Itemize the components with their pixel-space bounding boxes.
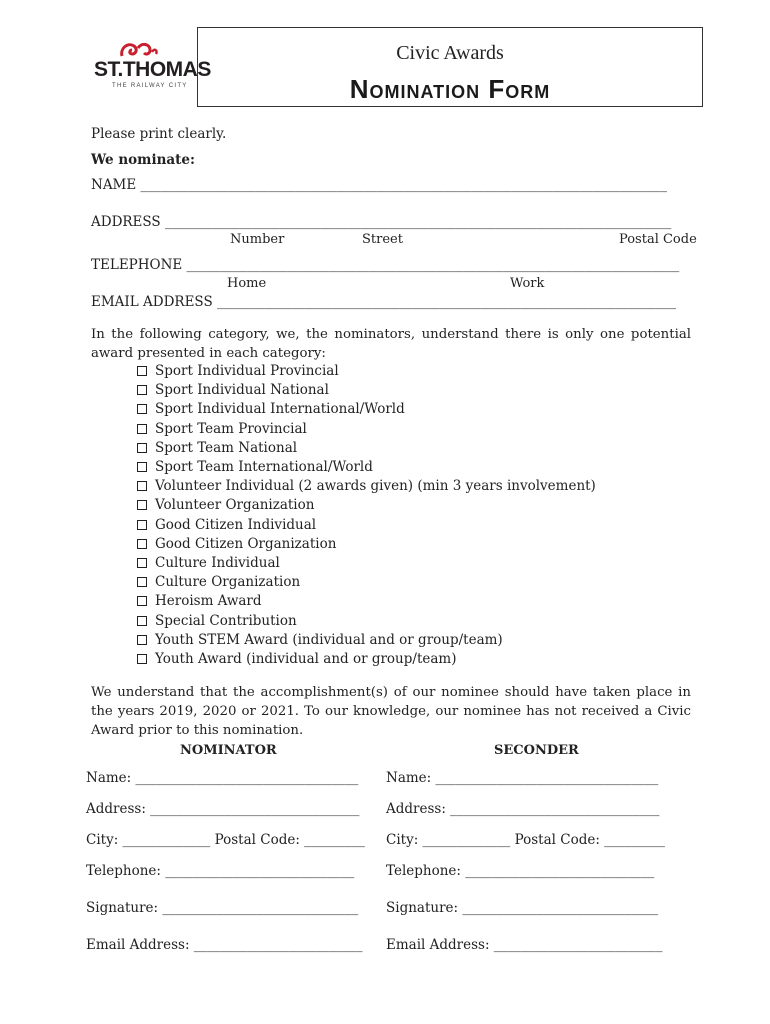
category-item[interactable] — [137, 382, 329, 398]
logo-mark-icon — [116, 40, 160, 60]
category-label: Sport Team International/World — [155, 459, 373, 475]
category-label: Sport Individual Provincial — [155, 363, 339, 379]
category-item[interactable] — [137, 497, 314, 513]
checkbox[interactable] — [137, 539, 147, 549]
category-label: Special Contribution — [155, 612, 297, 629]
category-item[interactable] — [137, 401, 405, 417]
seconder-address-field[interactable]: Address: _______________________________ — [386, 801, 660, 817]
category-item[interactable] — [137, 421, 307, 437]
category-label: Good Citizen Organization — [155, 535, 337, 552]
nominator-heading: NOMINATOR — [180, 743, 277, 758]
seconder-heading: SECONDER — [494, 743, 579, 758]
logo — [92, 36, 211, 96]
nominee-telephone-field[interactable]: TELEPHONE _________________________________________________________________________ — [91, 257, 680, 273]
checkbox[interactable] — [137, 481, 147, 491]
logo-tagline: THE RAILWAY CITY — [112, 83, 188, 89]
category-label: Youth Award (individual and or group/team) — [155, 651, 457, 667]
category-label: Sport Individual International/World — [155, 401, 405, 418]
nominator-name-field[interactable]: Name: _________________________________ — [86, 770, 359, 786]
checkbox[interactable] — [137, 616, 147, 626]
seconder-email-field[interactable]: Email Address: _________________________ — [386, 937, 663, 953]
category-item[interactable] — [137, 363, 339, 379]
category-label: Heroism Award — [155, 593, 262, 610]
form-title: Nomination Form — [349, 74, 551, 104]
category-item[interactable] — [137, 459, 373, 475]
category-item[interactable] — [137, 632, 503, 648]
checkbox[interactable] — [137, 654, 147, 664]
seconder-telephone-field[interactable]: Telephone: ____________________________ — [386, 863, 655, 879]
checkbox[interactable] — [137, 596, 147, 606]
print-instruction: Please print clearly. — [91, 126, 227, 142]
checkbox[interactable] — [137, 366, 147, 376]
checkbox[interactable] — [137, 404, 147, 414]
checkbox[interactable] — [137, 500, 147, 510]
checkbox[interactable] — [137, 424, 147, 434]
checkbox[interactable] — [137, 462, 147, 472]
eligibility-statement: We understand that the accomplishment(s) of our nominee should have taken place in the years 2019, 2020 or 2021. To our knowledge, our nominee has not received a Civic Award prior to this nomination. — [91, 685, 691, 738]
nominator-city-field[interactable]: City: _____________ Postal Code: _________ — [86, 832, 365, 848]
checkbox[interactable] — [137, 635, 147, 645]
telephone-work-label: Work — [510, 276, 545, 291]
category-item[interactable] — [137, 574, 300, 590]
seconder-signature-field[interactable]: Signature: _____________________________ — [386, 900, 659, 916]
category-item[interactable] — [137, 613, 297, 629]
nominator-telephone-field[interactable]: Telephone: ____________________________ — [86, 863, 355, 879]
category-label: Sport Individual National — [155, 382, 329, 399]
nominator-signature-field[interactable]: Signature: _____________________________ — [86, 900, 359, 916]
address-number-label: Number — [230, 232, 285, 247]
category-label: Volunteer Organization — [155, 497, 315, 514]
category-item[interactable] — [137, 478, 596, 494]
nominee-address-field[interactable]: ADDRESS ___________________________________________________________________________ — [91, 214, 672, 230]
address-street-label: Street — [362, 232, 403, 247]
category-label: Sport Team Provincial — [155, 420, 307, 437]
category-label: Culture Organization — [155, 574, 301, 591]
category-label: Culture Individual — [155, 555, 280, 571]
nominee-name-field[interactable]: NAME ______________________________________________________________________________ — [91, 177, 668, 193]
category-item[interactable] — [137, 440, 297, 456]
category-label: Youth STEM Award (individual and or group/team) — [155, 631, 503, 648]
address-postal-label: Postal Code — [619, 232, 697, 247]
checkbox[interactable] — [137, 558, 147, 568]
checkbox[interactable] — [137, 385, 147, 395]
logo-wordmark: ST.THOMAS — [94, 58, 211, 81]
checkbox[interactable] — [137, 577, 147, 587]
category-label: Sport Team National — [155, 439, 298, 456]
category-item[interactable] — [137, 651, 456, 667]
category-intro: In the following category, we, the nominators, understand there is only one potential award presented in each category: — [91, 327, 691, 361]
nominator-email-field[interactable]: Email Address: _________________________ — [86, 937, 363, 953]
category-item[interactable] — [137, 517, 316, 533]
title-box — [197, 27, 703, 107]
we-nominate-label: We nominate: — [91, 152, 195, 168]
category-label: Good Citizen Individual — [155, 516, 317, 533]
category-label: Volunteer Individual (2 awards given) (min 3 years involvement) — [155, 478, 596, 495]
category-item[interactable] — [137, 555, 280, 571]
checkbox[interactable] — [137, 520, 147, 530]
category-item[interactable] — [137, 593, 262, 609]
nominee-email-field[interactable]: EMAIL ADDRESS ____________________________________________________________________ — [91, 294, 676, 310]
nominator-address-field[interactable]: Address: _______________________________ — [86, 801, 360, 817]
header-title: Civic Awards — [396, 42, 504, 64]
seconder-city-field[interactable]: City: _____________ Postal Code: _________ — [386, 832, 665, 848]
telephone-home-label: Home — [227, 276, 267, 291]
seconder-name-field[interactable]: Name: _________________________________ — [386, 770, 659, 786]
category-item[interactable] — [137, 536, 336, 552]
checkbox[interactable] — [137, 443, 147, 453]
